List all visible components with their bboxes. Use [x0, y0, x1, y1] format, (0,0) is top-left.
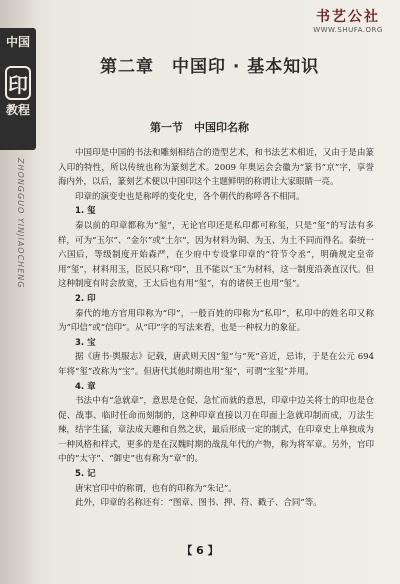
page-spine — [0, 0, 38, 584]
chapter-title: 第二章 中国印 · 基本知识 — [100, 57, 320, 77]
subsection-heading: 1. 玺 — [75, 206, 96, 217]
section-title: 第一节 中国印名称 — [150, 121, 249, 134]
spine-pinyin: ZHONGGUO YINJIAOCHENG — [16, 158, 25, 289]
body-paragraph: 秦代的地方官用印称为“印”，一般百姓的印称为“私印”，私印中的姓名印又称为“印信”或“信印”。从“印”字的写法来看，也是一种权力的象征。 — [58, 308, 374, 334]
seal-character: 印 — [8, 72, 28, 97]
body-text — [58, 146, 374, 511]
subsection-heading: 5. 记 — [75, 469, 96, 480]
body-paragraph: 此外，印章的名称还有：“图章、图书、押、符、戳子、合同”等。 — [75, 498, 322, 509]
watermark-logo — [302, 6, 394, 38]
spine-title-bottom: 教程 — [5, 103, 30, 117]
body-paragraph: 秦以前的印章都称为“玺”，无论官印还是私印都可称玺，只是“玺”的写法有多样，可为“玉尔”、“金尔”或“土尔”，因为材料为铜、为玉、为土不同而得名。秦统一六国后，等级制度开始森严，在少府中专设掌印章的“符节令丞”，明确规定皇帝用“玺”，材料用玉，臣民只称“印”，且不能以“玉”为材料，这一制度沿袭直汉代。但这种制度有时会放宽，王太后也有用“玺”，有的诸侯王也用“玺”。 — [58, 220, 374, 290]
seal-icon — [5, 66, 31, 100]
page-number: 【 6 】 — [181, 544, 219, 557]
subsection-heading: 4. 章 — [75, 381, 96, 392]
watermark-url: WWW.SHUFA.ORG — [313, 26, 383, 34]
subsection-heading: 2. 印 — [75, 293, 96, 304]
subsection-heading: 3. 宝 — [75, 337, 96, 348]
watermark-title: 书艺公社 — [316, 9, 380, 25]
spine-title-top: 中国 — [5, 35, 30, 49]
body-paragraph: 书法中有“急就章”，意思是仓促、急忙而就的意思，印章中边关将士的印也是仓促、战事、临时任命而刻制的，这种印章直接以刀在印面上急就印制而成，刀法生辣，结字生猛，章法成天趣和自然之状，最后形成一定的制式，在印章史上单独成为一种风格和样式，更多的是在汉魏时期的战乱年代的产物，称为将军章。另外，官印中的“太守”、“御史”也有称为“章”的。 — [58, 396, 374, 465]
body-paragraph: 据《唐书·舆服志》记载，唐武则天因“玺”与“死”音近，忌讳，于是在公元 694 年将“玺”改称为“宝”。但唐代其他时期也用“玺”，可谓“宝玺”并用。 — [58, 352, 374, 377]
body-paragraph: 唐宋官印中的称谓，也有的印称为“朱记”。 — [75, 483, 237, 494]
body-paragraph: 中国印是中国的书法和雕刻相结合的造型艺术，和书法艺术相近，又由于是由篆入印的特性，所以传统也称为篆刻艺术。2009 年奥运会会徽为“篆书“京”字，享誉海内外，以后，篆刻艺术便以中国印这个主题鲜明的称谓让大家眼睛一亮。 — [58, 148, 374, 188]
body-paragraph: 印章的演变史也是称呼的变化史，各个朝代的称呼各不相同。 — [75, 191, 305, 202]
